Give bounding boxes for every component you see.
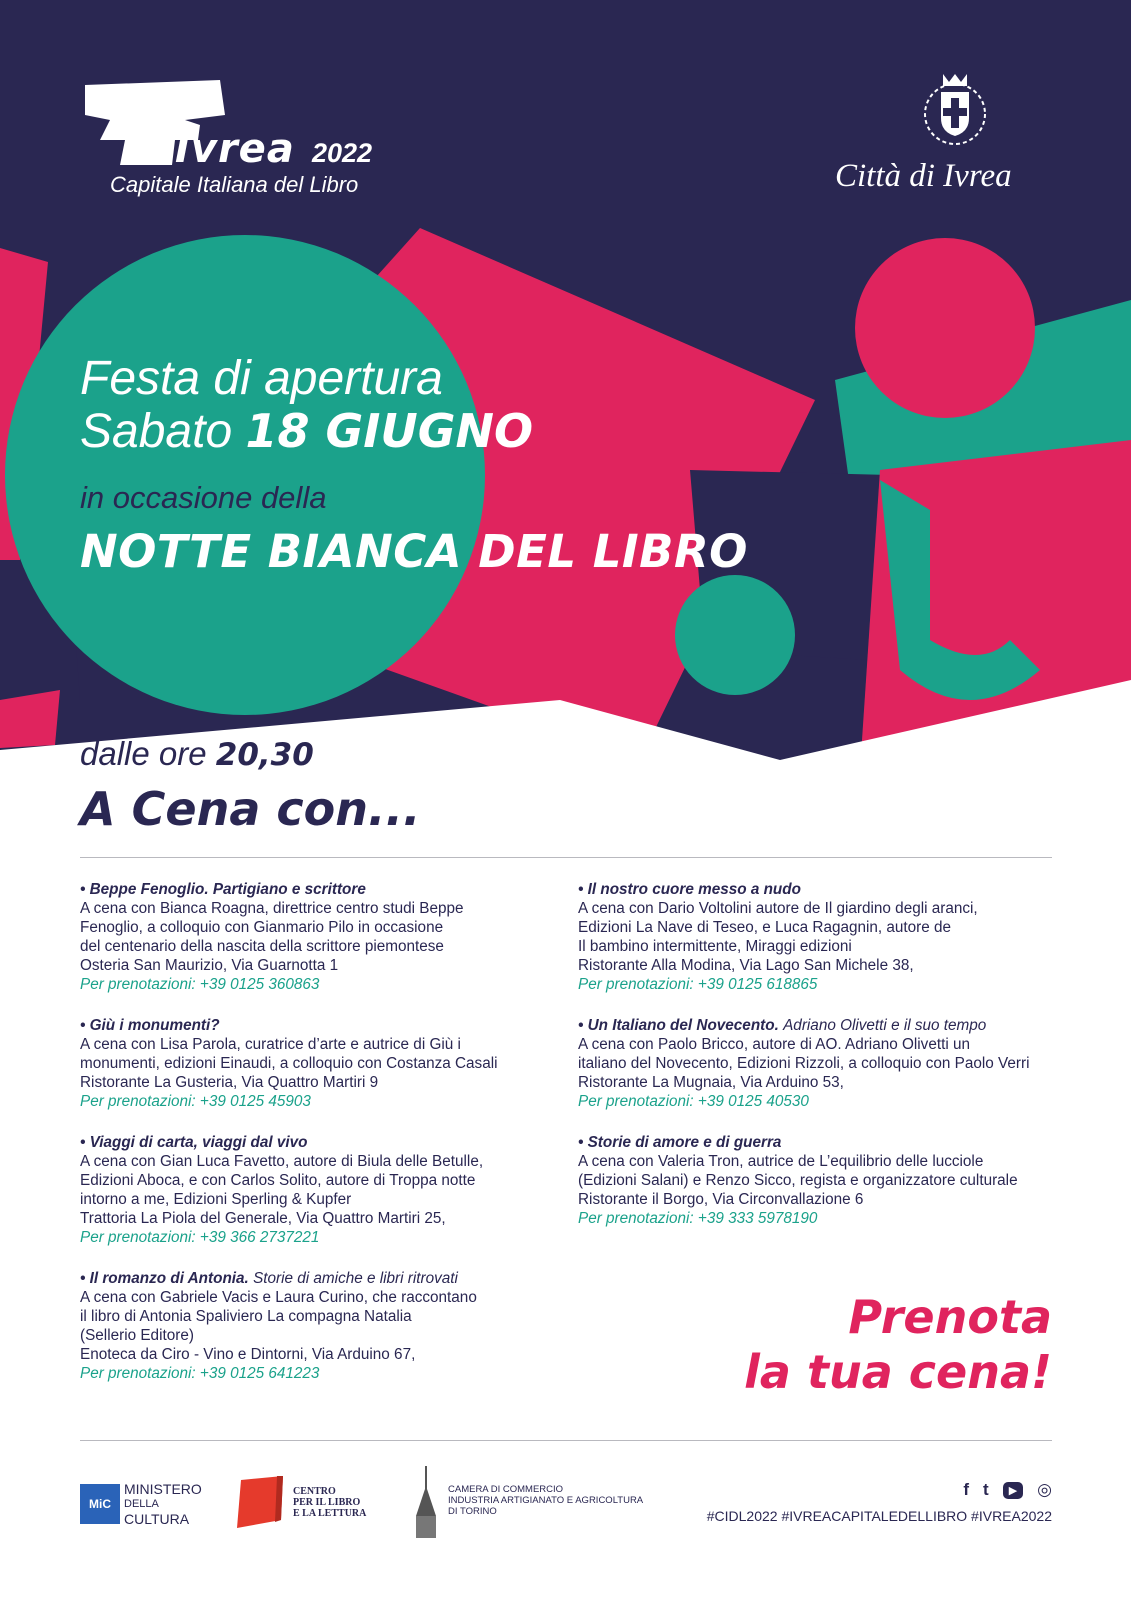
camera-line: INDUSTRIA ARTIGIANATO E AGRICOLTURA <box>448 1495 644 1506</box>
event-line: A cena con Paolo Bricco, autore di AO. Adriano Olivetti un <box>578 1036 970 1053</box>
pink-left-bottom <box>0 690 60 748</box>
event-line: Fenoglio, a colloquio con Gianmario Pilo in occasione <box>80 919 444 936</box>
youtube-icon[interactable]: ▶ <box>1003 1482 1023 1499</box>
event-title: • Il romanzo di Antonia. <box>80 1270 249 1287</box>
cta-line-2: la tua cena! <box>744 1345 1052 1399</box>
event-cuore <box>578 880 1058 994</box>
event-fenoglio <box>80 880 550 994</box>
centro-line: CENTRO <box>293 1486 336 1497</box>
ministero-line: MINISTERO <box>124 1481 202 1497</box>
event-line: Ristorante Alla Modina, Via Lago San Michele 38, <box>578 957 914 974</box>
event-phone[interactable]: Per prenotazioni: +39 0125 360863 <box>80 976 320 993</box>
city-name: Città di Ivrea <box>835 158 1012 194</box>
event-line: Edizioni La Nave di Teseo, e Luca Ragagnin, autore de <box>578 919 952 936</box>
event-line: Trattoria La Piola del Generale, Via Quattro Martiri 25, <box>80 1210 446 1227</box>
event-title: • Beppe Fenoglio. Partigiano e scrittore <box>80 881 366 898</box>
event-line: (Edizioni Salani) e Renzo Sicco, regista e organizzatore culturale <box>578 1172 1018 1189</box>
camera-line: DI TORINO <box>448 1506 497 1517</box>
event-line: Osteria San Maurizio, Via Guarnotta 1 <box>80 957 339 974</box>
booking-cta <box>632 1290 1052 1400</box>
event-phone[interactable]: Per prenotazioni: +39 0125 641223 <box>80 1365 320 1382</box>
event-line: (Sellerio Editore) <box>80 1327 194 1344</box>
camera-line: CAMERA DI COMMERCIO <box>448 1484 564 1495</box>
logo-subtitle: Capitale Italiana del Libro <box>110 172 359 197</box>
event-monumenti <box>80 1016 550 1111</box>
hero-line-1: Festa di apertura <box>80 352 443 405</box>
event-line: A cena con Valeria Tron, autrice de L’equilibrio delle lucciole <box>578 1153 984 1170</box>
event-phone[interactable]: Per prenotazioni: +39 0125 45903 <box>80 1093 311 1110</box>
event-line: A cena con Dario Voltolini autore de Il giardino degli aranci, <box>578 900 978 917</box>
logo-year: 2022 <box>312 138 373 168</box>
event-phone[interactable]: Per prenotazioni: +39 333 5978190 <box>578 1210 818 1227</box>
event-line: A cena con Gabriele Vacis e Laura Curino, che raccontano <box>80 1289 477 1306</box>
start-time <box>80 735 314 773</box>
social-links <box>963 1480 1052 1500</box>
event-title: • Un Italiano del Novecento. <box>578 1017 779 1034</box>
twitter-icon[interactable]: t <box>983 1480 989 1499</box>
centro-text <box>293 1486 366 1519</box>
event-line: italiano del Novecento, Edizioni Rizzoli, a colloquio con Paolo Verri <box>578 1055 1030 1072</box>
event-line: Ristorante La Gusteria, Via Quattro Martiri 9 <box>80 1074 379 1091</box>
ministero-badge: MiC <box>80 1484 120 1524</box>
ministero-line: DELLA <box>124 1498 159 1510</box>
event-line: monumenti, edizioni Einaudi, a colloquio con Costanza Casali <box>80 1055 498 1072</box>
event-subtitle: Storie di amiche e libri ritrovati <box>253 1270 458 1287</box>
hero-day: Sabato <box>80 405 233 458</box>
citta-logo <box>835 70 1060 200</box>
ministero-text <box>124 1482 202 1527</box>
facebook-icon[interactable]: f <box>963 1480 970 1499</box>
centro-line: E LA LETTURA <box>293 1508 367 1519</box>
event-line: Ristorante La Mugnaia, Via Arduino 53, <box>578 1074 844 1091</box>
start-time-value: 20,30 <box>215 737 314 773</box>
divider-top <box>80 857 1052 858</box>
ministero-line: CULTURA <box>124 1511 190 1527</box>
event-title: • Il nostro cuore messo a nudo <box>578 881 801 898</box>
mole-antonelliana-icon <box>410 1466 442 1540</box>
event-line: il libro di Antonia Spaliviero La compagna Natalia <box>80 1308 412 1325</box>
event-amore <box>578 1133 1058 1228</box>
centro-line: PER IL LIBRO <box>293 1497 361 1508</box>
event-antonia <box>80 1269 550 1383</box>
instagram-icon[interactable]: ◎ <box>1037 1480 1052 1499</box>
hashtags: #CIDL2022 #IVREACAPITALEDELLIBRO #IVREA2022 <box>706 1508 1052 1524</box>
event-subtitle: Adriano Olivetti e il suo tempo <box>783 1017 987 1034</box>
camera-logo <box>410 1466 660 1546</box>
event-line: A cena con Gian Luca Favetto, autore di Biula delle Betulle, <box>80 1153 484 1170</box>
event-line: Enoteca da Ciro - Vino e Dintorni, Via Arduino 67, <box>80 1346 416 1363</box>
event-phone[interactable]: Per prenotazioni: +39 0125 40530 <box>578 1093 809 1110</box>
pink-right-circle <box>855 238 1035 418</box>
ministero-logo <box>80 1478 230 1528</box>
teal-big-circle <box>5 235 485 715</box>
camera-text <box>448 1484 643 1517</box>
hero-event-name: NOTTE BIANCA DEL LIBRO <box>80 525 748 578</box>
event-viaggi <box>80 1133 550 1247</box>
event-phone[interactable]: Per prenotazioni: +39 0125 618865 <box>578 976 818 993</box>
coat-of-arms-icon <box>915 70 995 150</box>
event-title: • Viaggi di carta, viaggi dal vivo <box>80 1134 308 1151</box>
event-olivetti <box>578 1016 1058 1111</box>
event-line: del centenario della nascita della scrittore piemontese <box>80 938 444 955</box>
event-line: Ristorante il Borgo, Via Circonvallazione 6 <box>578 1191 864 1208</box>
event-line: Il bambino intermittente, Miraggi edizioni <box>578 938 852 955</box>
start-time-prefix: dalle ore <box>80 735 207 772</box>
event-line: intorno a me, Edizioni Sperling & Kupfer <box>80 1191 352 1208</box>
centro-mark-icon <box>237 1476 287 1532</box>
teal-small-arc <box>675 575 795 695</box>
event-title: • Storie di amore e di guerra <box>578 1134 782 1151</box>
centro-logo <box>237 1476 387 1536</box>
hero-date: 18 GIUGNO <box>245 404 534 458</box>
event-line: Edizioni Aboca, e con Carlos Solito, autore di Troppa notte <box>80 1172 476 1189</box>
event-phone[interactable]: Per prenotazioni: +39 366 2737221 <box>80 1229 320 1246</box>
section-heading: A Cena con... <box>80 782 421 836</box>
divider-bottom <box>80 1440 1052 1441</box>
event-line: A cena con Lisa Parola, curatrice d’arte e autrice di Giù i <box>80 1036 461 1053</box>
event-title: • Giù i monumenti? <box>80 1017 220 1034</box>
hero-line-3: in occasione della <box>80 480 327 515</box>
hero-line-2 <box>80 404 534 458</box>
logo-word: Ivrea <box>175 126 295 172</box>
cta-line-1: Prenota <box>848 1290 1052 1344</box>
event-line: A cena con Bianca Roagna, direttrice centro studi Beppe <box>80 900 464 917</box>
ivrea-logo <box>80 80 400 200</box>
